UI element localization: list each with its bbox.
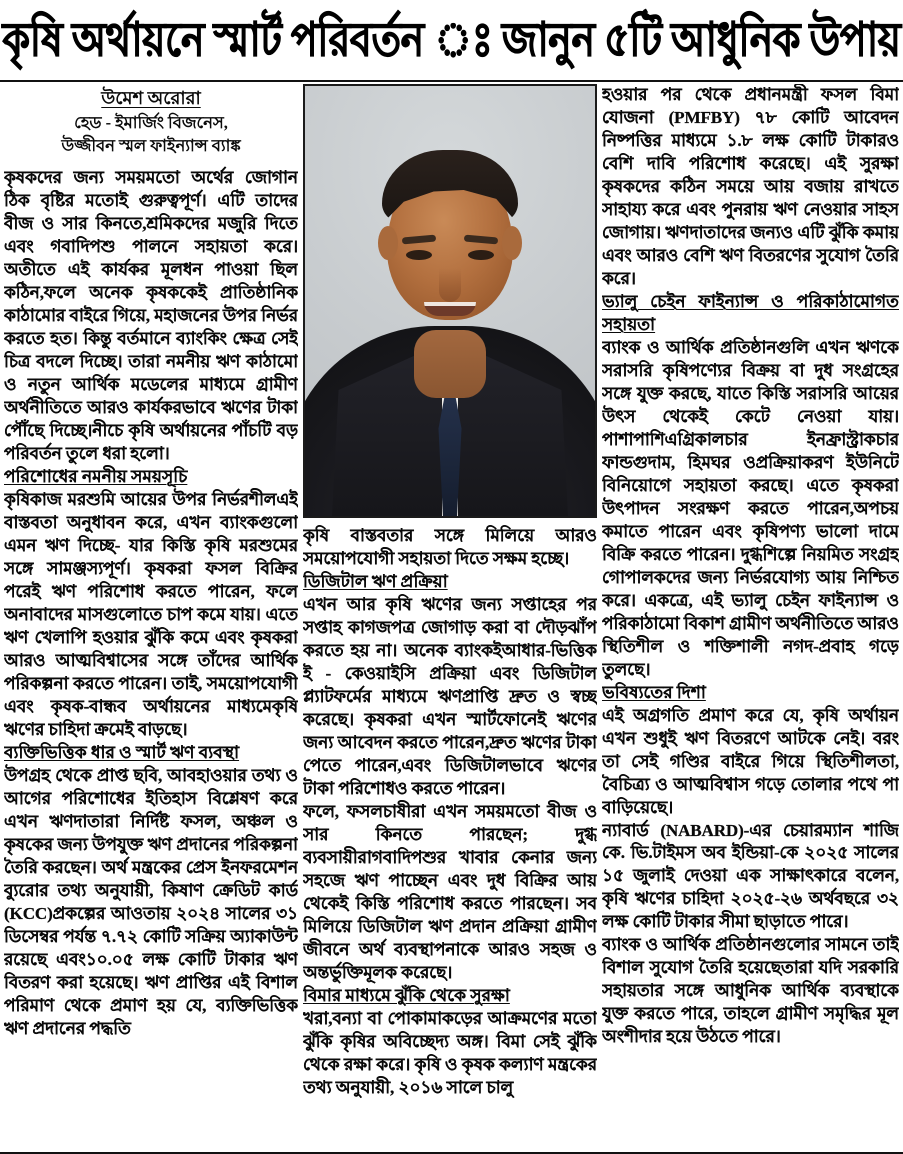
paragraph-nabard-quote: ন্যাবার্ড (NABARD)-এর চেয়ারম্যান শাজি কে. ভি.টাইমস অব ইন্ডিয়া-কে ২০২৫ সালের ১৫ জুলাই দেওয়া এক সাক্ষাৎকারে বলেন, কৃষি ঋণের চাহিদা ২০২৫-২৬ অর্থবছরে ৩২ লক্ষ কোটি টাকার সীমা ছাড়াতে পারে।: [602, 820, 899, 932]
paragraph-future-direction: এই অগ্রগতি প্রমাণ করে যে, কৃষি অর্থায়ন এখন শুধুই ঋণ বিতরণে আটকে নেই। বরং তা সেই গণ্ডির বাইরে গিয়ে স্থিতিশীলতা, বৈচিত্র্য ও আত্মবিশ্বাস গড়ে তোলার পথে পা বাড়িয়েছে।: [602, 705, 899, 817]
mouth-shape: [424, 302, 476, 316]
paragraph-personalised-lending: উপগ্রহ থেকে প্রাপ্ত ছবি, আবহাওয়ার তথ্য ও আগের পরিশোধের ইতিহাস বিশ্লেষণ করে এখন ঋণদাতারা নির্দিষ্ট ফসল, অঞ্চল ও কৃষকের জন্য উপযুক্ত ঋণ প্রদানের পরিকল্পনা তৈরি করছেন। অর্থ মন্ত্রকের প্রেস ইনফরমেশন ব্যুরোর তথ্য অনুযায়ী, কিষাণ ক্রেডিট কার্ড (KCC)প্রকল্পের আওতায় ২০২৪ সালের ৩১ ডিসেম্বর পর্যন্ত ৭.৭২ কোটি সক্রিয় অ্যাকাউন্ট রয়েছে এবং১০.০৫ লক্ষ কোটি টাকার ঋণ বিতরণ করা হয়েছে। ঋণ প্রাপ্তির এই বিশাল পরিমাণ থেকে প্রমাণ হয় যে, ব্যক্তিভিত্তিক ঋণ প্রদানের পদ্ধতি: [4, 765, 298, 1038]
paragraph-flexible-repayment: কৃষিকাজ মরশুমি আয়ের উপর নির্ভরশীলএই বাস্তবতা অনুধাবন করে, এখন ব্যাংকগুলো এমন ঋণ দিচ্ছে- যার কিস্তি কৃষি মরশুমের সঙ্গে সামঞ্জস্যপূর্ণ। কৃষকরা ফসল বিক্রির পরেই ঋণ পরিশোধ করতে পারেন, ফলে অনাবাদের মাসগুলোতে চাপ কমে যায়। এতে ঋণ খেলাপি হওয়ার ঝুঁকি কমে এবং কৃষকরা আরও আত্মবিশ্বাসের সঙ্গে তাঁদের আর্থিক পরিকল্পনা করতে পারেন। তাই, সময়োপযোগী এবং কৃষক-বান্ধব অর্থায়নের মাধ্যমেকৃষি ঋণের চাহিদা ক্রমেই বাড়ছে।: [4, 489, 298, 739]
author-role-line-2: উজ্জীবন স্মল ফাইন্যান্স ব্যাঙ্ক: [61, 135, 241, 155]
paragraph-digital-lending: এখন আর কৃষি ঋণের জন্য সপ্তাহের পর সপ্তাহ কাগজপত্র জোগাড় করা বা দৌড়ঝাঁপ করতে হয় না। অনেক ব্যাংকইআধার-ভিত্তিক ই - কেওয়াইসি প্রক্রিয়া এবং ডিজিটাল প্ল্যাটফর্মের মাধ্যমে ঋণপ্রাপ্তি দ্রুত ও স্বচ্ছ করেছে। কৃষকরা এখন স্মার্টফোনেই ঋণের জন্য আবেদন করতে পারেন,দ্রুত ঋণের টাকা পেতে পারেন,এবং ডিজিটালভাবে ঋণের টাকা পরিশোধও করতে পারেন।: [303, 594, 597, 798]
neck-shape: [414, 330, 486, 398]
section-heading-digital-lending: ডিজিটাল ঋণ প্রক্রিয়া: [303, 571, 448, 591]
section-heading-value-chain-finance: ভ্যালু চেইন ফাইন্যান্স ও পরিকাঠামোগত সহায়তা: [602, 291, 899, 334]
nose-shape: [439, 268, 461, 302]
intro-paragraph: কৃষকদের জন্য সময়মতো অর্থের জোগান ঠিক বৃষ্টির মতোই গুরুত্বপূর্ণ। এটি তাদের বীজ ও সার কিনতে,শ্রমিকদের মজুরি দিতে এবং গবাদিপশু পালনে সহায়তা করে। অতীতে এই কার্যকর মূলধন পাওয়া ছিল কঠিন,ফলে অনেক কৃষককেই প্রাতিষ্ঠানিক কাঠামোর বাইরে গিয়ে, মহাজনের উপর নির্ভর করতে হত। কিন্তু বর্তমানে ব্যাংকিং ক্ষেত্র সেই চিত্র বদলে দিচ্ছে। তারা নমনীয় ঋণ কাঠামো ও নতুন আর্থিক মডেলের মাধ্যমে গ্রামীণ অর্থনীতিতে আরও কার্যকরভাবে ঋণের টাকা পৌঁছে দিচ্ছে।নীচে কৃষি অর্থায়নের পাঁচটি বড় পরিবর্তন তুলে ধরা হলো।: [4, 168, 298, 463]
paragraph-value-chain-finance: ব্যাংক ও আর্থিক প্রতিষ্ঠানগুলি এখন ঋণকে সরাসরি কৃষিপণ্যের বিক্রয় বা দুধ সংগ্রহের সঙ্গে যুক্ত করছে, যাতে কিস্তি সরাসরি আয়ের উৎস থেকেই কেটে নেওয়া যায়। পাশাপাশিএগ্রিকালচার ইনফ্রাস্ট্রাকচার ফান্ডগুদাম, হিমঘর ওপ্রক্রিয়াকরণ ইউনিটে বিনিয়োগে সহায়তা করছে। এতে কৃষকরা উৎপাদন সংরক্ষণ করতে পারেন,অপচয় কমাতে পারেন এবং কৃষিপণ্য ভালো দামে বিক্রি করতে পারেন। দুগ্ধশিল্পে নিয়মিত সংগ্রহ গোপালকদের জন্য নির্ভরযোগ্য আয় নিশ্চিত করে। একত্রে, এই ভ্যালু চেইন ফাইন্যান্স ও পরিকাঠামো বিকাশ গ্রামীণ অর্থনীতিতে আরও স্থিতিশীল ও শক্তিশালী নগদ-প্রবাহ গড়ে তুলছে।: [602, 337, 899, 679]
photo-background: [305, 86, 595, 516]
author-photo: [303, 84, 597, 518]
column-left: [4, 84, 298, 1041]
eye-left-shape: [406, 250, 432, 260]
headline-banner: [0, 0, 903, 82]
page-title: কৃষি অর্থায়নে স্মার্ট পরিবর্তন ঃ জানুন ৫টি আধুনিক উপায়: [2, 12, 901, 66]
section-heading-insurance-protection: বিমার মাধ্যমে ঝুঁকি থেকে সুরক্ষা: [303, 985, 510, 1005]
byline: [4, 84, 298, 157]
section-heading-future-direction: ভবিষ্যতের দিশা: [602, 682, 706, 702]
ear-left-shape: [378, 226, 398, 260]
eye-right-shape: [468, 250, 494, 260]
ear-right-shape: [502, 226, 522, 260]
author-name: উমেশ অরোরা: [101, 88, 201, 108]
section-heading-personalised-lending: ব্যক্তিভিত্তিক ধার ও স্মার্ট ঋণ ব্যবস্থা: [4, 742, 240, 762]
paragraph-insurance-protection: খরা,বন্যা বা পোকামাকড়ের আক্রমণের মতো ঝুঁকি কৃষির অবিচ্ছেদ্য অঙ্গ। বিমা সেই ঝুঁকি থেকে রক্ষা করে। কৃষি ও কৃষক কল্যাণ মন্ত্রকের তথ্য অনুযায়ী, ২০১৬ সালে চালু: [303, 1008, 597, 1097]
article-columns: [0, 84, 903, 1152]
section-heading-flexible-repayment: পরিশোধের নমনীয় সময়সূচি: [4, 466, 188, 486]
paragraph-conclusion: ব্যাংক ও আর্থিক প্রতিষ্ঠানগুলোর সামনে তাই বিশাল সুযোগ তৈরি হয়েছেতারা যদি সরকারি সহায়তার সঙ্গে আধুনিক আর্থিক ব্যবস্থাকে যুক্ত করতে পারে, তাহলে গ্রামীণ সমৃদ্ধির মূল অংশীদার হয়ে উঠতে পারে।: [602, 935, 899, 1047]
paragraph-digital-lending-2: ফলে, ফসলচাষীরা এখন সময়মতো বীজ ও সার কিনতে পারছেন; দুগ্ধ ব্যবসায়ীরাগবাদিপশুর খাবার কেনার জন্য সহজে ঋণ পাচ্ছেন এবং দুধ বিক্রির আয় থেকেই কিস্তি পরিশোধ করতে পারছেন। সব মিলিয়ে ডিজিটাল ঋণ প্রদান প্রক্রিয়া গ্রামীণ জীবনে অর্থ ব্যবস্থাপনাকে আরও সহজ ও অন্তর্ভুক্তিমূলক করেছে।: [303, 801, 597, 982]
column-middle: [303, 84, 597, 1100]
column-right: [602, 84, 899, 1049]
paragraph-continuation-col2: কৃষি বাস্তবতার সঙ্গে মিলিয়ে আরও সময়োপযোগী সহায়তা দিতে সক্ষম হচ্ছে।: [303, 526, 597, 568]
author-role-line-1: হেড - ইমার্জিং বিজনেস,: [74, 113, 228, 133]
paragraph-continuation-col3: হওয়ার পর থেকে প্রধানমন্ত্রী ফসল বিমা যোজনা (PMFBY) ৭৮ কোটি আবেদন নিষ্পত্তির মাধ্যমে ১.৮ লক্ষ কোটি টাকারও বেশি দাবি পরিশোধ করেছে। এই সুরক্ষা কৃষকদের কঠিন সময়ে আয় বজায় রাখতে সাহায্য করে এবং পুনরায় ঋণ নেওয়ার সাহস জোগায়। ঋণদাতাদের জন্যও এটি ঝুঁকি কমায় এবং আরও বেশি ঋণ বিতরণের সুযোগ তৈরি করে।: [602, 85, 899, 288]
